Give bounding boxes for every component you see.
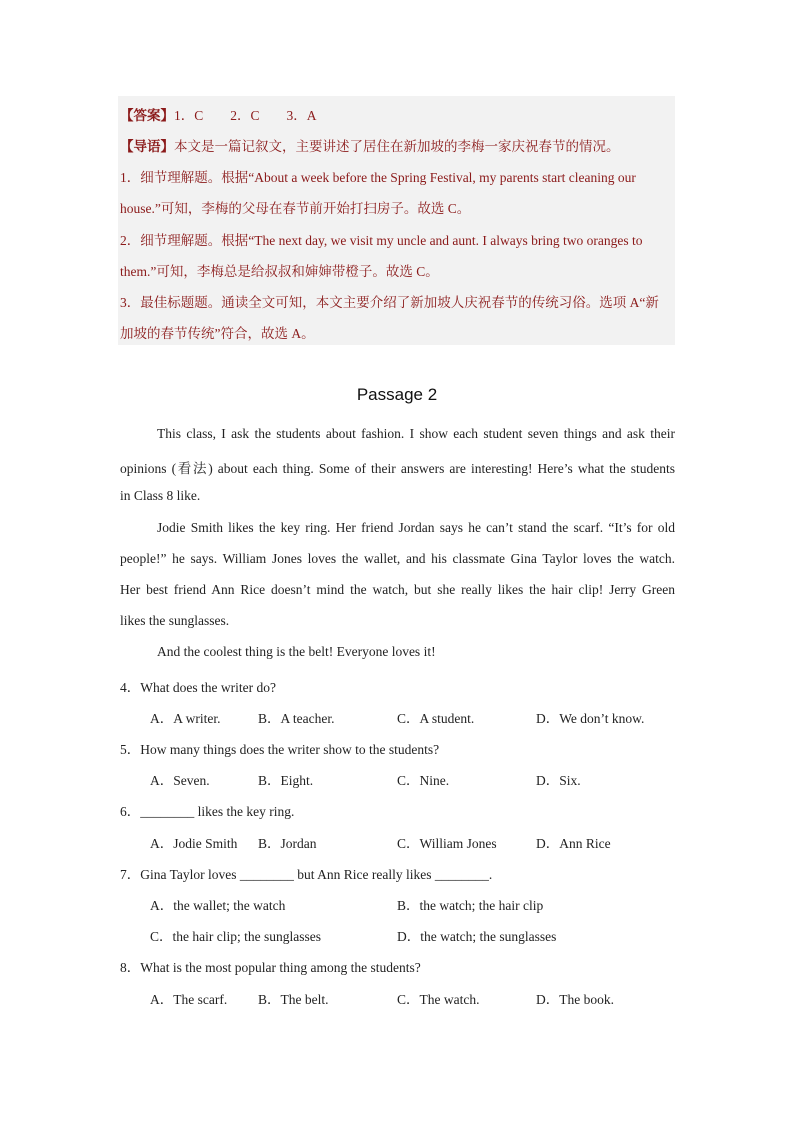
question-6-option-a: A．Jodie Smith — [150, 836, 238, 851]
explanation-3a: 3．最佳标题题。通读全文可知，本文主要介绍了新加坡人庆祝春节的传统习俗。选项 A“新 — [120, 295, 659, 310]
question-7-option-d: D．the watch; the sunglasses — [397, 929, 557, 944]
intro-line — [120, 135, 620, 155]
question-7-option-c: C．the hair clip; the sunglasses — [150, 929, 321, 944]
answer-key-line — [120, 104, 317, 124]
explanation-1a: 1．细节理解题。根据“About a week before the Spring Festival, my parents start cleaning our — [120, 170, 636, 185]
paragraph-2-line-3: Her best friend Ann Rice doesn’t mind the watch, but she really likes the hair clip! Jerry Green — [120, 582, 675, 597]
question-4-option-b: B．A teacher. — [258, 711, 335, 726]
question-7-option-a: A．the wallet; the watch — [150, 898, 286, 913]
question-6-option-b: B．Jordan — [258, 836, 317, 851]
paragraph-3-line-1: And the coolest thing is the belt! Everyone loves it! — [157, 644, 436, 659]
question-6: 6．________ likes the key ring. — [120, 804, 295, 819]
question-8-option-a: A．The scarf. — [150, 992, 228, 1007]
paragraph-2-line-4: likes the sunglasses. — [120, 613, 230, 628]
paragraph-1-line-1: This class, I ask the students about fashion. I show each student seven things and ask their — [157, 426, 675, 441]
explanation-1b: house.”可知，李梅的父母在春节前开始打扫房子。故选 C。 — [120, 201, 471, 216]
question-5-option-c: C．Nine. — [397, 773, 450, 788]
question-4-option-c: C．A student. — [397, 711, 475, 726]
question-6-option-c: C．William Jones — [397, 836, 497, 851]
question-4: 4．What does the writer do? — [120, 680, 276, 695]
question-4-option-a: A．A writer. — [150, 711, 221, 726]
question-5: 5．How many things does the writer show to the students? — [120, 742, 440, 757]
question-4-option-d: D．We don’t know. — [536, 711, 645, 726]
passage-title: Passage 2 — [356, 385, 438, 404]
question-5-option-b: B．Eight. — [258, 773, 314, 788]
explanation-3b: 加坡的春节传统”符合，故选 A。 — [120, 326, 315, 341]
question-8-option-c: C．The watch. — [397, 992, 480, 1007]
paragraph-1-line-3: in Class 8 like. — [120, 488, 201, 503]
question-7-option-b: B．the watch; the hair clip — [397, 898, 544, 913]
question-5-option-a: A．Seven. — [150, 773, 210, 788]
question-7: 7．Gina Taylor loves ________ but Ann Rice really likes ________. — [120, 867, 493, 882]
paragraph-2-line-1: Jodie Smith likes the key ring. Her friend Jordan says he can’t stand the scarf. “It’s for old — [157, 520, 675, 535]
paragraph-2-line-2: people!” he says. William Jones loves the wallet, and his classmate Gina Taylor loves the watch. — [120, 551, 675, 566]
answer-tag: 【答案】 — [120, 108, 174, 123]
paragraph-1-line-2: opinions (看法) about each thing. Some of their answers are interesting! Here’s what the students — [120, 461, 675, 476]
answer-key-text: 1．C 2．C 3．A — [174, 108, 317, 123]
question-5-option-d: D．Six. — [536, 773, 581, 788]
explanation-2b: them.”可知，李梅总是给叔叔和婶婶带橙子。故选 C。 — [120, 264, 439, 279]
question-8: 8．What is the most popular thing among the students? — [120, 960, 421, 975]
intro-tag: 【导语】 — [120, 139, 174, 154]
question-8-option-d: D．The book. — [536, 992, 614, 1007]
question-6-option-d: D．Ann Rice — [536, 836, 611, 851]
explanation-2a: 2．细节理解题。根据“The next day, we visit my uncle and aunt. I always bring two oranges to — [120, 233, 643, 248]
question-8-option-b: B．The belt. — [258, 992, 329, 1007]
intro-text: 本文是一篇记叙文，主要讲述了居住在新加坡的李梅一家庆祝春节的情况。 — [174, 139, 620, 154]
